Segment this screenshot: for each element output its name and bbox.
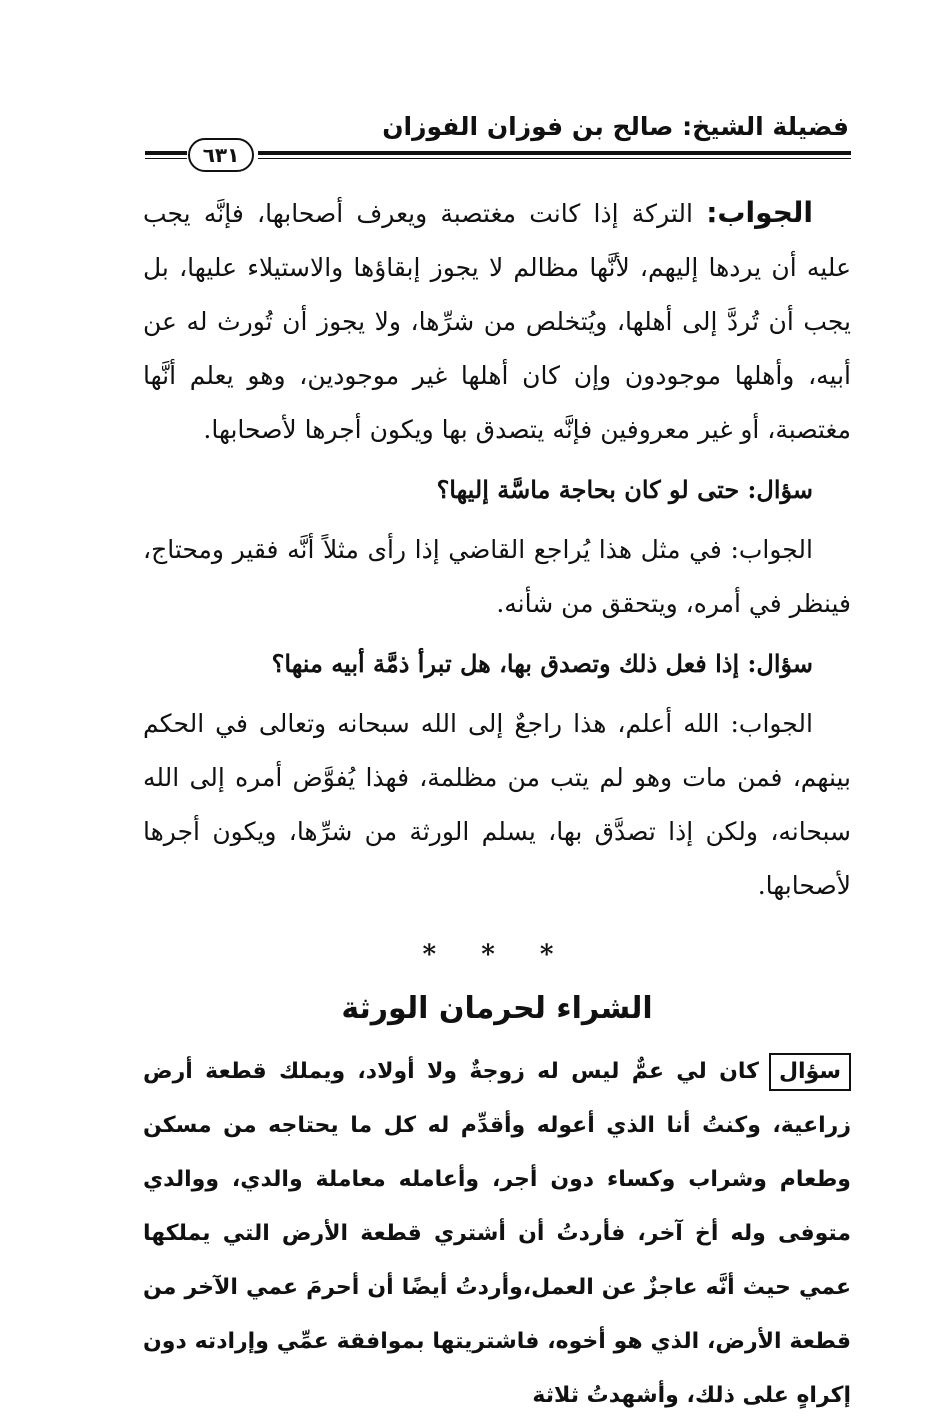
running-header-title: فضيلة الشيخ: صالح بن فوزان الفوزان [382,112,849,141]
section-title: الشراء لحرمان الورثة [341,991,653,1026]
question-3: سؤال: إذا فعل ذلك وتصدق بها، هل تبرأ ذمَّة أبيه منها؟ [271,649,813,678]
header-rule-thin [258,158,851,159]
answer-paragraph-1 [143,186,851,457]
question-4-text: كان لي عمٌّ ليس له زوجةٌ ولا أولاد، ويملك قطعة أرض زراعية، وكنتُ أنا الذي أعوله وأقدِّم له كل ما يحتاجه من مسكن وطعام وشراب وكساء دون أجر، وأعامله معاملة والدي، ووالدي متوفى وله أخ آخر، فأردتُ أن أشتري قطعة الأرض التي يملكها عمي حيث أنَّه عاجزٌ عن العمل،وأردتُ أيضًا أن أحرمَ عمي الآخر من قطعة الأرض، الذي هو أخوه، فاشتريتها بموافقة عمِّي وإرادته دون إكراهٍ على ذلك، وأشهدتُ ثلاثة [143,1059,851,1408]
answer-paragraph-3: الجواب: الله أعلم، هذا راجعٌ إلى الله سبحانه وتعالى في الحكم بينهم، فمن مات وهو لم يتب من مظلمة، فهذا يُفوَّض أمره إلى الله سبحانه، ولكن إذا تصدَّق بها، يسلم الورثة من شرِّها، ويكون أجرها لأصحابها. [143,709,851,900]
answer-lead-label: الجواب: [706,196,813,229]
question-boxed-label: سؤال [769,1053,851,1091]
header-rule-short-thick [145,151,187,155]
header-rule-thick [258,151,851,155]
question-2: سؤال: حتى لو كان بحاجة ماسَّة إليها؟ [436,475,813,504]
page-content [143,186,851,1423]
section-separator: * * * [422,940,572,970]
page-number: ٦٣١ [188,138,254,172]
question-4-paragraph [143,1045,851,1423]
answer-paragraph-2: الجواب: في مثل هذا يُراجع القاضي إذا رأى مثلاً أنَّه فقير ومحتاج، فينظر في أمره، ويتحقق من شأنه. [143,535,851,618]
answer-text-1: التركة إذا كانت مغتصبة ويعرف أصحابها، فإنَّه يجب عليه أن يردها إليهم، لأنَّها مظالم لا يجوز إبقاؤها والاستيلاء عليها، بل يجب أن تُردَّ إلى أهلها، ويُتخلص من شرِّها، ولا يجوز أن تُورث له عن أبيه، وأهلها موجودون وإن كان أهلها غير موجودين، وهو يعلم أنَّها مغتصبة، أو غير معروفين فإنَّه يتصدق بها ويكون أجرها لأصحابها. [143,199,851,444]
header-rule-short-thin [145,158,187,159]
